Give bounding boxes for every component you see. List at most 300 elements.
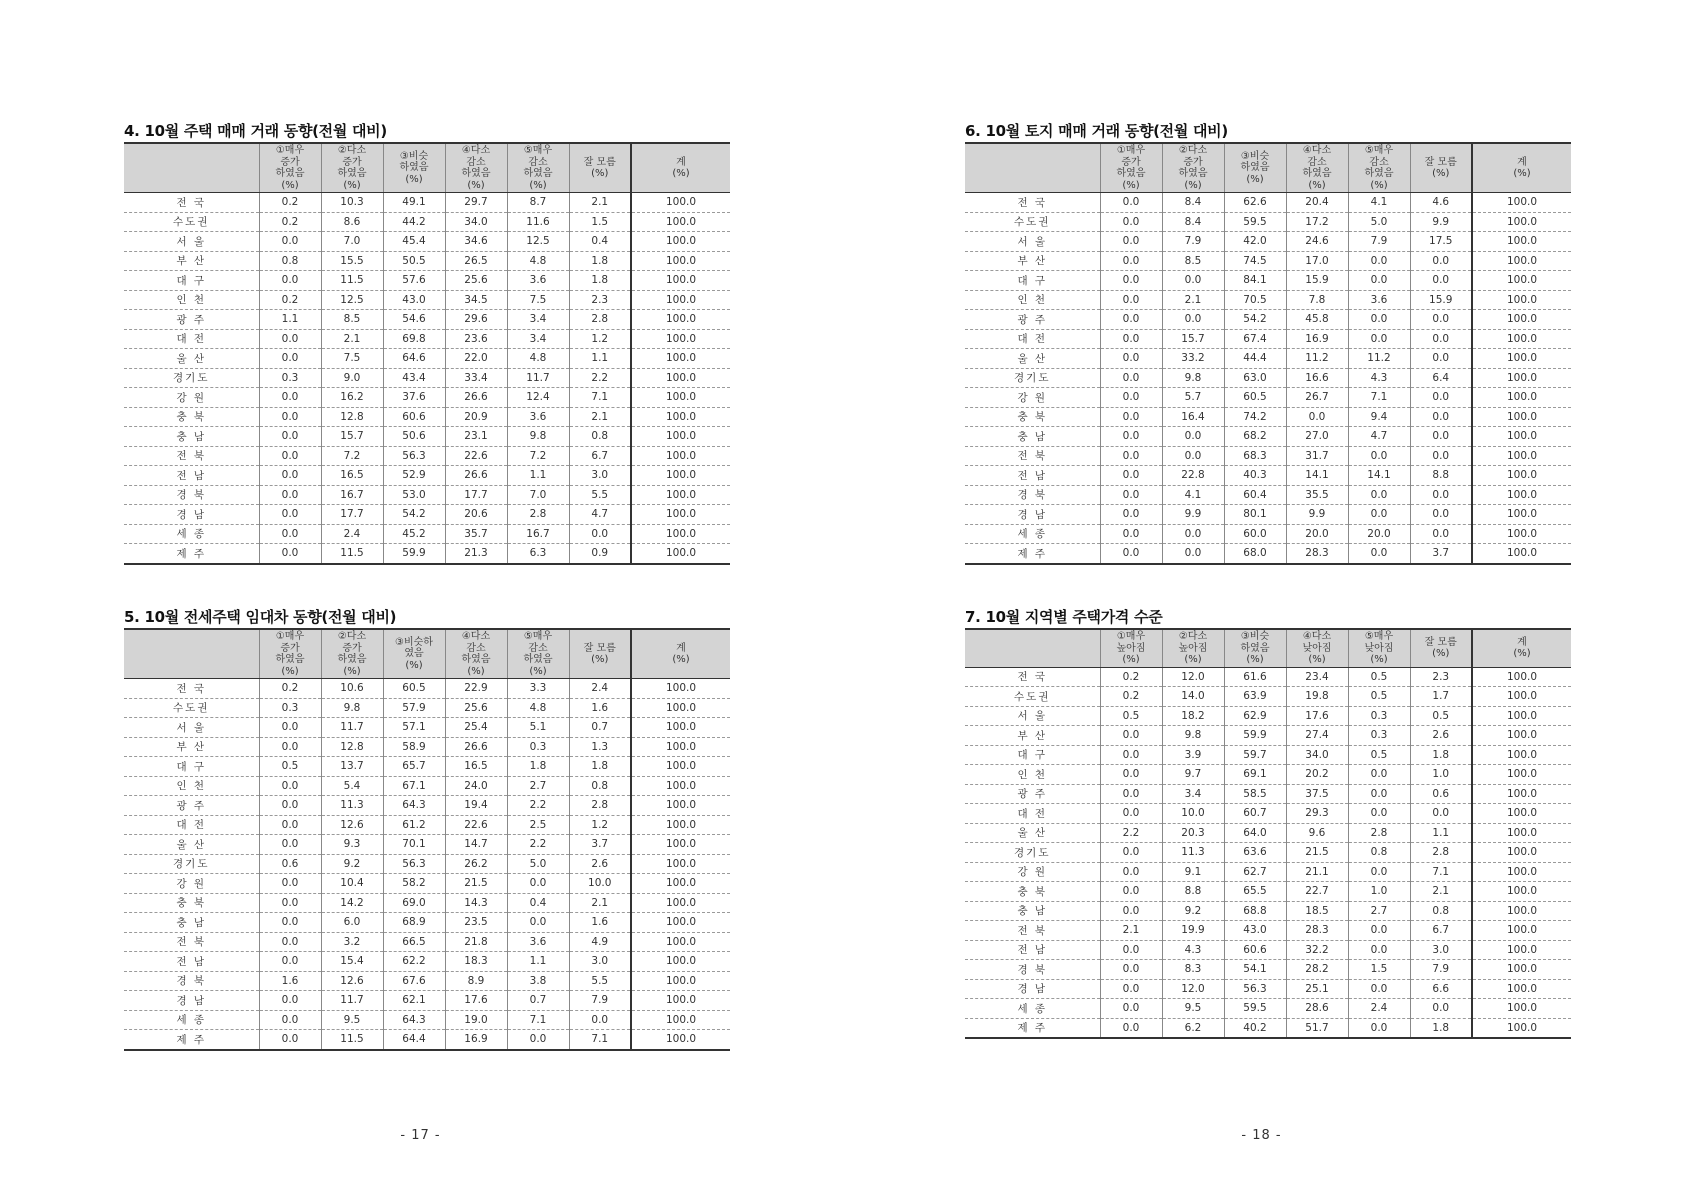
region-cell: 전 남 bbox=[965, 940, 1100, 960]
value-cell: 9.3 bbox=[321, 835, 383, 855]
value-cell: 0.0 bbox=[1100, 726, 1162, 746]
value-cell: 17.6 bbox=[445, 991, 507, 1011]
value-cell: 0.0 bbox=[1100, 745, 1162, 765]
value-cell: 7.9 bbox=[1348, 232, 1410, 252]
region-cell: 경 남 bbox=[965, 505, 1100, 525]
value-cell: 0.8 bbox=[569, 427, 631, 447]
value-cell: 61.6 bbox=[1224, 667, 1286, 687]
column-header: 계 (%) bbox=[1472, 629, 1571, 667]
value-cell: 13.7 bbox=[321, 757, 383, 777]
header-row bbox=[124, 143, 730, 193]
table-row bbox=[124, 310, 730, 330]
value-cell: 12.0 bbox=[1162, 979, 1224, 999]
value-cell: 3.6 bbox=[507, 271, 569, 291]
value-cell: 0.0 bbox=[1100, 862, 1162, 882]
value-cell: 18.5 bbox=[1286, 901, 1348, 921]
value-cell: 7.9 bbox=[1410, 960, 1472, 980]
region-cell: 제 주 bbox=[1017, 1022, 1048, 1035]
value-cell: 10.4 bbox=[321, 874, 383, 894]
table-row bbox=[124, 271, 730, 291]
value-cell: 45.2 bbox=[383, 524, 445, 544]
region-cell: 경기도 bbox=[124, 854, 259, 874]
value-cell: 0.2 bbox=[1100, 687, 1162, 707]
value-cell: 60.5 bbox=[383, 679, 445, 699]
value-cell: 100.0 bbox=[631, 388, 730, 408]
value-cell: 62.7 bbox=[1224, 862, 1286, 882]
region-cell: 대 전 bbox=[965, 329, 1100, 349]
value-cell: 100.0 bbox=[631, 796, 730, 816]
column-header: ③비슷 하였음 (%) bbox=[383, 143, 445, 193]
value-cell: 2.1 bbox=[569, 193, 631, 213]
value-cell: 23.6 bbox=[445, 329, 507, 349]
value-cell: 2.2 bbox=[507, 796, 569, 816]
value-cell: 2.1 bbox=[1410, 882, 1472, 902]
value-cell: 34.5 bbox=[445, 290, 507, 310]
region-cell: 인 천 bbox=[124, 776, 259, 796]
value-cell: 0.0 bbox=[1100, 765, 1162, 785]
value-cell: 18.3 bbox=[445, 952, 507, 972]
value-cell: 2.4 bbox=[321, 524, 383, 544]
value-cell: 1.1 bbox=[507, 466, 569, 486]
value-cell: 26.6 bbox=[445, 388, 507, 408]
value-cell: 15.9 bbox=[1410, 290, 1472, 310]
region-cell: 전 남 bbox=[124, 952, 259, 972]
value-cell: 74.2 bbox=[1224, 407, 1286, 427]
value-cell: 0.0 bbox=[259, 427, 321, 447]
value-cell: 5.5 bbox=[569, 971, 631, 991]
value-cell: 0.0 bbox=[1162, 524, 1224, 544]
value-cell: 4.8 bbox=[507, 251, 569, 271]
value-cell: 9.8 bbox=[321, 698, 383, 718]
region-cell: 부 산 bbox=[124, 737, 259, 757]
column-header: ②다소 높아짐 (%) bbox=[1162, 629, 1224, 667]
value-cell: 50.5 bbox=[383, 251, 445, 271]
value-cell: 0.0 bbox=[1100, 349, 1162, 369]
value-cell: 59.9 bbox=[1224, 726, 1286, 746]
value-cell: 56.3 bbox=[383, 446, 445, 466]
value-cell: 1.8 bbox=[569, 757, 631, 777]
value-cell: 65.5 bbox=[1224, 882, 1286, 902]
value-cell: 0.0 bbox=[259, 524, 321, 544]
column-header: 잘 모름 (%) bbox=[569, 143, 631, 193]
value-cell: 20.3 bbox=[1162, 823, 1224, 843]
table-row bbox=[124, 368, 730, 388]
value-cell: 1.6 bbox=[259, 971, 321, 991]
value-cell: 4.8 bbox=[507, 698, 569, 718]
value-cell: 22.8 bbox=[1162, 466, 1224, 486]
value-cell: 3.6 bbox=[1348, 290, 1410, 310]
value-cell: 100.0 bbox=[1472, 745, 1571, 765]
value-cell: 17.0 bbox=[1286, 251, 1348, 271]
value-cell: 0.0 bbox=[1410, 485, 1472, 505]
value-cell: 0.8 bbox=[1410, 901, 1472, 921]
value-cell: 62.9 bbox=[1224, 706, 1286, 726]
value-cell: 7.0 bbox=[507, 485, 569, 505]
value-cell: 20.6 bbox=[445, 505, 507, 525]
value-cell: 15.9 bbox=[1286, 271, 1348, 291]
value-cell: 0.0 bbox=[1162, 427, 1224, 447]
table-row bbox=[965, 193, 1571, 213]
region-cell: 대 구 bbox=[965, 745, 1100, 765]
column-header: 계 (%) bbox=[1472, 143, 1571, 193]
value-cell: 27.4 bbox=[1286, 726, 1348, 746]
value-cell: 0.9 bbox=[569, 544, 631, 564]
value-cell: 100.0 bbox=[1472, 524, 1571, 544]
value-cell: 26.6 bbox=[445, 466, 507, 486]
column-header: ⑤매우 감소 하였음 (%) bbox=[1348, 143, 1410, 193]
value-cell: 11.7 bbox=[321, 718, 383, 738]
value-cell: 100.0 bbox=[631, 310, 730, 330]
table-5-title: 5. 10월 전세주택 임대차 동향(전월 대비) bbox=[124, 608, 397, 626]
column-header: ②다소 증가 하였음 (%) bbox=[321, 629, 383, 679]
value-cell: 9.1 bbox=[1162, 862, 1224, 882]
page-number-18: - 18 - bbox=[1241, 1128, 1282, 1143]
value-cell: 7.1 bbox=[507, 1010, 569, 1030]
value-cell: 58.9 bbox=[383, 737, 445, 757]
value-cell: 15.4 bbox=[321, 952, 383, 972]
value-cell: 2.3 bbox=[1410, 667, 1472, 687]
value-cell: 1.6 bbox=[569, 698, 631, 718]
value-cell: 8.3 bbox=[1162, 960, 1224, 980]
value-cell: 10.0 bbox=[1162, 804, 1224, 824]
value-cell: 0.5 bbox=[1100, 706, 1162, 726]
column-header: 잘 모름 (%) bbox=[1410, 143, 1472, 193]
value-cell: 0.0 bbox=[1100, 427, 1162, 447]
value-cell: 0.0 bbox=[1348, 1018, 1410, 1038]
value-cell: 0.2 bbox=[1100, 667, 1162, 687]
region-cell: 제 주 bbox=[1017, 547, 1048, 560]
value-cell: 0.4 bbox=[507, 893, 569, 913]
section-table-6 bbox=[965, 120, 1571, 565]
region-cell: 전 북 bbox=[965, 446, 1100, 466]
table-row bbox=[124, 407, 730, 427]
value-cell: 1.5 bbox=[569, 212, 631, 232]
value-cell: 2.6 bbox=[569, 854, 631, 874]
header-corner-cell bbox=[965, 629, 1100, 667]
region-cell: 세 종 bbox=[965, 999, 1100, 1019]
value-cell: 1.7 bbox=[1410, 687, 1472, 707]
value-cell: 51.7 bbox=[1286, 1018, 1348, 1038]
region-cell: 경 북 bbox=[965, 960, 1100, 980]
value-cell: 0.4 bbox=[569, 232, 631, 252]
value-cell: 9.8 bbox=[1162, 726, 1224, 746]
value-cell: 58.2 bbox=[383, 874, 445, 894]
header-corner-cell bbox=[124, 629, 259, 679]
value-cell: 5.5 bbox=[569, 485, 631, 505]
table-row bbox=[965, 804, 1571, 824]
value-cell: 100.0 bbox=[631, 1010, 730, 1030]
region-cell: 충 북 bbox=[124, 407, 259, 427]
column-header: ④다소 감소 하였음 (%) bbox=[445, 143, 507, 193]
value-cell: 23.4 bbox=[1286, 667, 1348, 687]
value-cell: 8.8 bbox=[1162, 882, 1224, 902]
region-cell: 인 천 bbox=[965, 290, 1100, 310]
region-cell: 인 천 bbox=[965, 765, 1100, 785]
value-cell: 0.2 bbox=[259, 212, 321, 232]
value-cell: 100.0 bbox=[631, 913, 730, 933]
value-cell: 100.0 bbox=[1472, 804, 1571, 824]
value-cell: 49.1 bbox=[383, 193, 445, 213]
value-cell: 12.0 bbox=[1162, 667, 1224, 687]
region-cell: 경기도 bbox=[124, 368, 259, 388]
region-cell: 전 국 bbox=[124, 193, 259, 213]
value-cell: 67.4 bbox=[1224, 329, 1286, 349]
value-cell: 100.0 bbox=[631, 427, 730, 447]
value-cell: 100.0 bbox=[631, 446, 730, 466]
region-cell: 전 남 bbox=[124, 466, 259, 486]
table-row bbox=[124, 485, 730, 505]
value-cell: 21.1 bbox=[1286, 862, 1348, 882]
value-cell: 0.3 bbox=[1348, 726, 1410, 746]
value-cell: 100.0 bbox=[631, 679, 730, 699]
value-cell: 100.0 bbox=[1472, 349, 1571, 369]
table-row bbox=[965, 726, 1571, 746]
table-row bbox=[124, 349, 730, 369]
table-row bbox=[124, 796, 730, 816]
region-cell: 광 주 bbox=[124, 310, 259, 330]
table-row bbox=[965, 329, 1571, 349]
region-cell: 대 전 bbox=[124, 815, 259, 835]
table-row bbox=[124, 971, 730, 991]
value-cell: 0.2 bbox=[259, 290, 321, 310]
value-cell: 17.7 bbox=[445, 485, 507, 505]
region-cell: 서 울 bbox=[965, 232, 1100, 252]
table-row bbox=[124, 757, 730, 777]
value-cell: 9.2 bbox=[1162, 901, 1224, 921]
value-cell: 7.1 bbox=[1410, 862, 1472, 882]
value-cell: 29.6 bbox=[445, 310, 507, 330]
table-row bbox=[965, 505, 1571, 525]
region-cell: 서 울 bbox=[124, 232, 259, 252]
value-cell: 57.6 bbox=[383, 271, 445, 291]
region-cell: 경 북 bbox=[965, 485, 1100, 505]
value-cell: 100.0 bbox=[1472, 485, 1571, 505]
value-cell: 0.0 bbox=[1348, 329, 1410, 349]
table-row bbox=[124, 212, 730, 232]
table-row bbox=[965, 745, 1571, 765]
value-cell: 62.6 bbox=[1224, 193, 1286, 213]
table-row bbox=[965, 765, 1571, 785]
header-row bbox=[124, 629, 730, 679]
table-7-title: 7. 10월 지역별 주택가격 수준 bbox=[965, 608, 1163, 626]
value-cell: 59.5 bbox=[1224, 999, 1286, 1019]
value-cell: 40.2 bbox=[1224, 1018, 1286, 1038]
value-cell: 1.3 bbox=[569, 737, 631, 757]
region-cell: 전 국 bbox=[965, 193, 1100, 213]
value-cell: 43.4 bbox=[383, 368, 445, 388]
section-table-4 bbox=[124, 120, 730, 565]
value-cell: 0.0 bbox=[1348, 446, 1410, 466]
value-cell: 25.6 bbox=[445, 698, 507, 718]
value-cell: 100.0 bbox=[631, 991, 730, 1011]
value-cell: 12.8 bbox=[321, 737, 383, 757]
table-row bbox=[124, 698, 730, 718]
value-cell: 67.1 bbox=[383, 776, 445, 796]
value-cell: 0.0 bbox=[1100, 804, 1162, 824]
value-cell: 0.8 bbox=[1348, 843, 1410, 863]
table-row bbox=[124, 544, 730, 564]
value-cell: 3.0 bbox=[1410, 940, 1472, 960]
value-cell: 0.0 bbox=[1348, 544, 1410, 564]
value-cell: 0.0 bbox=[259, 407, 321, 427]
value-cell: 6.0 bbox=[321, 913, 383, 933]
table-row bbox=[965, 349, 1571, 369]
value-cell: 0.0 bbox=[259, 796, 321, 816]
value-cell: 100.0 bbox=[631, 718, 730, 738]
value-cell: 4.1 bbox=[1162, 485, 1224, 505]
value-cell: 23.5 bbox=[445, 913, 507, 933]
value-cell: 1.1 bbox=[259, 310, 321, 330]
value-cell: 0.0 bbox=[259, 446, 321, 466]
value-cell: 0.0 bbox=[1162, 446, 1224, 466]
region-cell: 부 산 bbox=[965, 726, 1100, 746]
regional-housing-price-table bbox=[965, 628, 1571, 1039]
value-cell: 1.1 bbox=[569, 349, 631, 369]
value-cell: 7.9 bbox=[1162, 232, 1224, 252]
value-cell: 64.6 bbox=[383, 349, 445, 369]
value-cell: 10.3 bbox=[321, 193, 383, 213]
value-cell: 20.9 bbox=[445, 407, 507, 427]
value-cell: 0.0 bbox=[1410, 505, 1472, 525]
value-cell: 4.3 bbox=[1348, 368, 1410, 388]
region-cell: 강 원 bbox=[124, 388, 259, 408]
value-cell: 19.9 bbox=[1162, 921, 1224, 941]
value-cell: 14.1 bbox=[1286, 466, 1348, 486]
value-cell: 100.0 bbox=[631, 776, 730, 796]
value-cell: 56.3 bbox=[383, 854, 445, 874]
value-cell: 100.0 bbox=[1472, 667, 1571, 687]
value-cell: 100.0 bbox=[631, 815, 730, 835]
value-cell: 8.4 bbox=[1162, 212, 1224, 232]
value-cell: 1.0 bbox=[1348, 882, 1410, 902]
value-cell: 21.5 bbox=[445, 874, 507, 894]
region-cell: 충 남 bbox=[124, 427, 259, 447]
page-18 bbox=[841, 0, 1682, 1190]
value-cell: 9.6 bbox=[1286, 823, 1348, 843]
value-cell: 100.0 bbox=[1472, 862, 1571, 882]
column-header: ②다소 증가 하였음 (%) bbox=[1162, 143, 1224, 193]
value-cell: 69.1 bbox=[1224, 765, 1286, 785]
value-cell: 7.5 bbox=[507, 290, 569, 310]
value-cell: 3.0 bbox=[569, 466, 631, 486]
value-cell: 0.0 bbox=[1348, 804, 1410, 824]
table-row bbox=[965, 485, 1571, 505]
table-row bbox=[965, 368, 1571, 388]
value-cell: 6.7 bbox=[569, 446, 631, 466]
value-cell: 20.2 bbox=[1286, 765, 1348, 785]
table-row bbox=[965, 1018, 1571, 1038]
value-cell: 21.5 bbox=[1286, 843, 1348, 863]
value-cell: 100.0 bbox=[631, 349, 730, 369]
value-cell: 9.4 bbox=[1348, 407, 1410, 427]
value-cell: 100.0 bbox=[631, 737, 730, 757]
value-cell: 0.0 bbox=[259, 776, 321, 796]
value-cell: 0.0 bbox=[1348, 765, 1410, 785]
value-cell: 0.2 bbox=[259, 193, 321, 213]
value-cell: 0.8 bbox=[569, 776, 631, 796]
value-cell: 33.2 bbox=[1162, 349, 1224, 369]
value-cell: 8.4 bbox=[1162, 193, 1224, 213]
value-cell: 0.0 bbox=[1100, 960, 1162, 980]
value-cell: 0.0 bbox=[1348, 940, 1410, 960]
value-cell: 0.3 bbox=[507, 737, 569, 757]
value-cell: 0.0 bbox=[1410, 804, 1472, 824]
value-cell: 17.5 bbox=[1410, 232, 1472, 252]
value-cell: 59.7 bbox=[1224, 745, 1286, 765]
column-header: ①매우 증가 하였음 (%) bbox=[259, 629, 321, 679]
value-cell: 0.0 bbox=[1348, 505, 1410, 525]
value-cell: 100.0 bbox=[1472, 290, 1571, 310]
table-row bbox=[124, 952, 730, 972]
region-cell: 세 종 bbox=[965, 524, 1100, 544]
region-cell: 서 울 bbox=[124, 718, 259, 738]
region-cell: 제 주 bbox=[176, 1033, 207, 1046]
value-cell: 8.5 bbox=[321, 310, 383, 330]
value-cell: 57.9 bbox=[383, 698, 445, 718]
value-cell: 0.0 bbox=[1100, 979, 1162, 999]
value-cell: 6.7 bbox=[1410, 921, 1472, 941]
value-cell: 70.5 bbox=[1224, 290, 1286, 310]
value-cell: 16.9 bbox=[1286, 329, 1348, 349]
value-cell: 0.0 bbox=[1100, 466, 1162, 486]
value-cell: 2.7 bbox=[507, 776, 569, 796]
value-cell: 0.0 bbox=[259, 544, 321, 564]
value-cell: 60.5 bbox=[1224, 388, 1286, 408]
value-cell: 6.2 bbox=[1162, 1018, 1224, 1038]
region-cell: 대 전 bbox=[124, 329, 259, 349]
column-header: ①매우 높아짐 (%) bbox=[1100, 629, 1162, 667]
region-cell: 부 산 bbox=[124, 251, 259, 271]
value-cell: 4.8 bbox=[507, 349, 569, 369]
header-row bbox=[965, 143, 1571, 193]
value-cell: 68.2 bbox=[1224, 427, 1286, 447]
value-cell: 3.4 bbox=[507, 329, 569, 349]
value-cell: 12.6 bbox=[321, 971, 383, 991]
value-cell: 60.6 bbox=[1224, 940, 1286, 960]
value-cell: 0.8 bbox=[259, 251, 321, 271]
page-number-17: - 17 - bbox=[400, 1128, 441, 1143]
table-row bbox=[124, 815, 730, 835]
value-cell: 0.0 bbox=[1348, 485, 1410, 505]
value-cell: 68.9 bbox=[383, 913, 445, 933]
value-cell: 2.4 bbox=[569, 679, 631, 699]
region-cell: 충 북 bbox=[124, 893, 259, 913]
value-cell: 11.7 bbox=[321, 991, 383, 1011]
value-cell: 0.0 bbox=[1100, 1018, 1162, 1038]
table-row bbox=[124, 854, 730, 874]
value-cell: 9.0 bbox=[321, 368, 383, 388]
value-cell: 50.6 bbox=[383, 427, 445, 447]
value-cell: 100.0 bbox=[631, 544, 730, 564]
table-row bbox=[965, 706, 1571, 726]
value-cell: 26.7 bbox=[1286, 388, 1348, 408]
value-cell: 28.3 bbox=[1286, 921, 1348, 941]
column-header: ④다소 낮아짐 (%) bbox=[1286, 629, 1348, 667]
value-cell: 25.4 bbox=[445, 718, 507, 738]
table-row bbox=[965, 388, 1571, 408]
value-cell: 0.0 bbox=[1162, 310, 1224, 330]
value-cell: 100.0 bbox=[631, 835, 730, 855]
table-row bbox=[124, 932, 730, 952]
value-cell: 100.0 bbox=[631, 290, 730, 310]
column-header: 계 (%) bbox=[631, 143, 730, 193]
housing-sales-trend-table bbox=[124, 142, 730, 565]
table-row bbox=[965, 271, 1571, 291]
value-cell: 65.7 bbox=[383, 757, 445, 777]
table-row bbox=[124, 193, 730, 213]
value-cell: 1.0 bbox=[1410, 765, 1472, 785]
value-cell: 0.0 bbox=[1100, 271, 1162, 291]
